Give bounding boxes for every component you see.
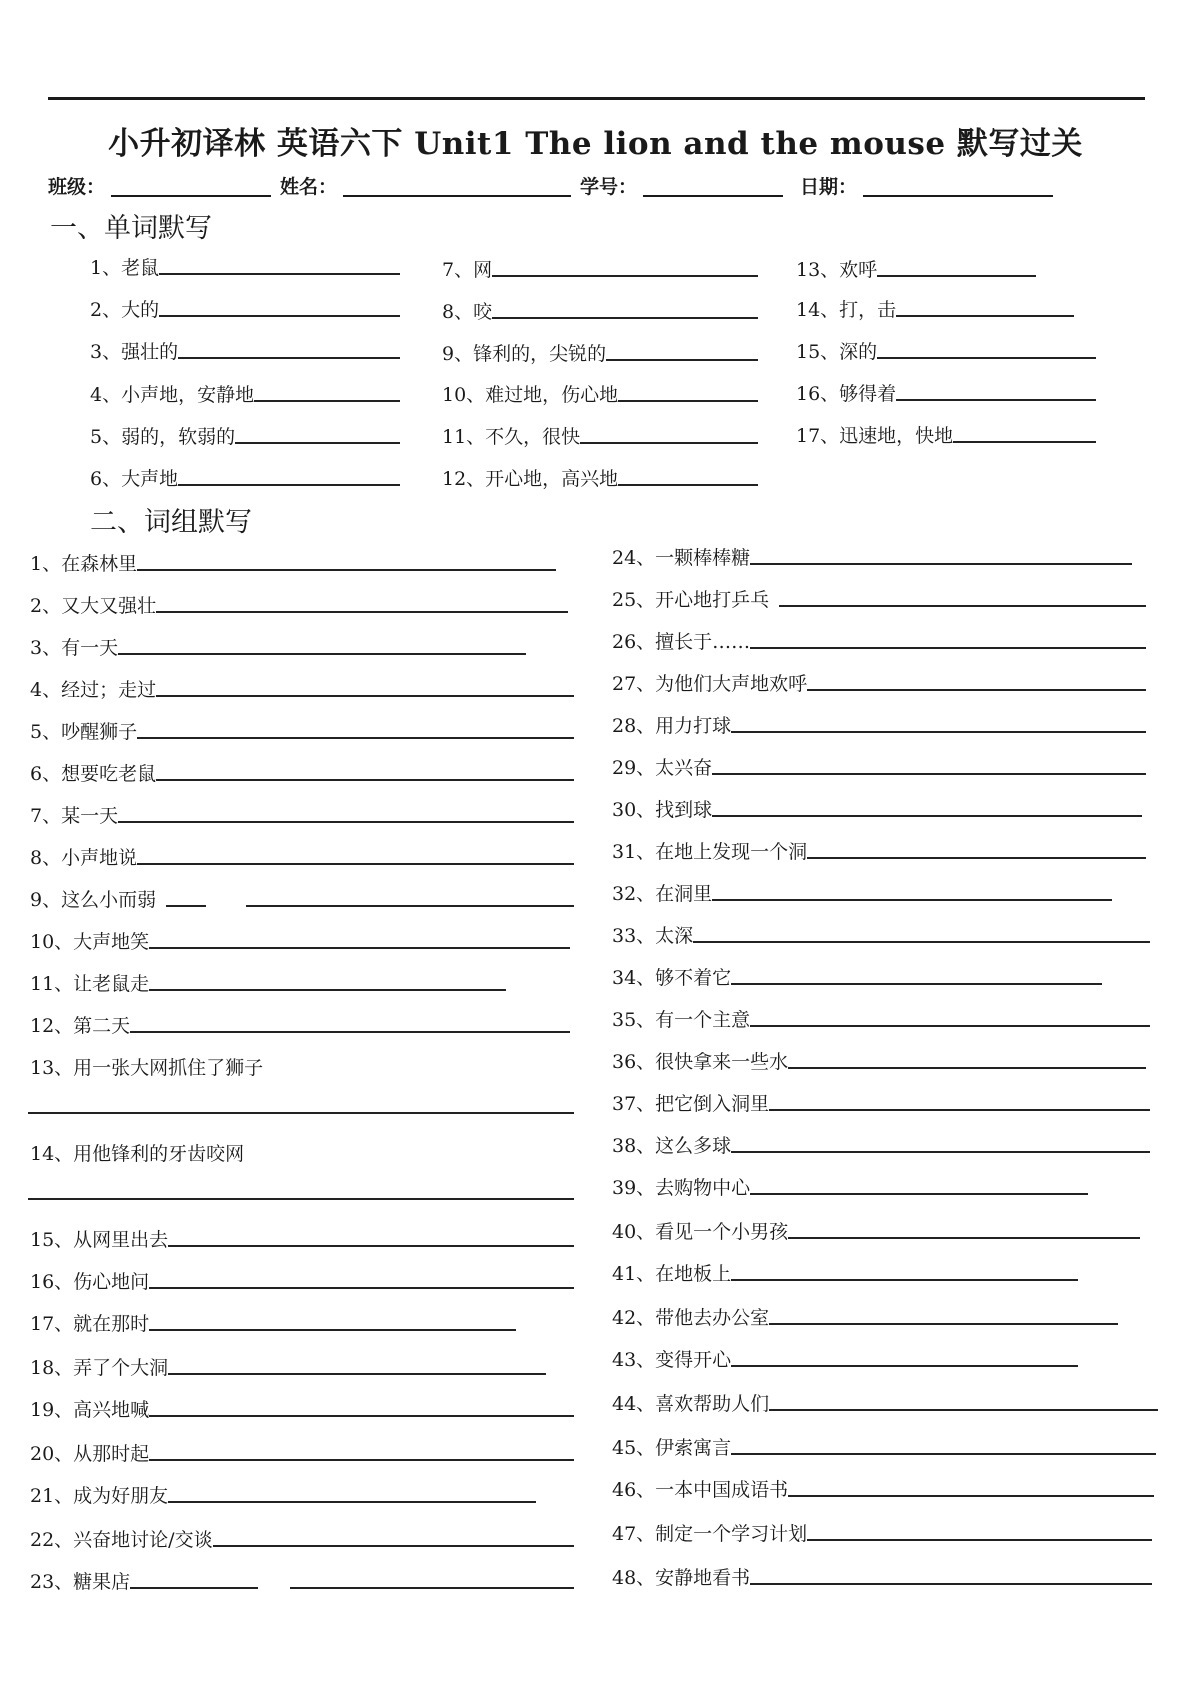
phrase-item[interactable]: 26、擅长于…… xyxy=(612,624,1146,654)
word-item[interactable]: 5、弱的，软弱的 xyxy=(90,419,400,449)
phrase-item[interactable]: 20、从那时起 xyxy=(30,1436,574,1466)
class-blank[interactable] xyxy=(111,195,271,197)
phrase-item[interactable]: 18、弄了个大洞 xyxy=(30,1350,546,1380)
word-item[interactable]: 11、不久，很快 xyxy=(442,419,758,449)
phrase-item[interactable]: 39、去购物中心 xyxy=(612,1170,1088,1200)
answer-blank[interactable] xyxy=(877,357,1096,359)
answer-blank[interactable] xyxy=(156,695,574,697)
answer-blank[interactable] xyxy=(149,1459,574,1461)
answer-blank[interactable] xyxy=(492,317,758,319)
phrase-item[interactable]: 38、这么多球 xyxy=(612,1128,1150,1158)
answer-blank[interactable] xyxy=(168,1501,536,1503)
answer-blank[interactable] xyxy=(149,1329,516,1331)
answer-blank[interactable] xyxy=(213,1545,574,1547)
phrase-item[interactable]: 31、在地上发现一个洞 xyxy=(612,834,1146,864)
phrase-item[interactable]: 19、高兴地喊 xyxy=(30,1392,574,1422)
word-item[interactable]: 7、网 xyxy=(442,252,758,282)
date-field[interactable] xyxy=(800,172,1053,199)
phrase-item[interactable]: 34、够不着它 xyxy=(612,960,1102,990)
phrase-item[interactable]: 21、成为好朋友 xyxy=(30,1478,536,1508)
answer-blank[interactable] xyxy=(788,1067,1146,1069)
answer-blank[interactable] xyxy=(178,484,400,486)
answer-blank[interactable] xyxy=(254,400,400,402)
student-id-blank[interactable] xyxy=(643,195,783,197)
answer-blank[interactable] xyxy=(159,315,400,317)
answer-blank[interactable] xyxy=(118,821,574,823)
answer-blank[interactable] xyxy=(618,400,758,402)
answer-blank[interactable] xyxy=(750,1025,1150,1027)
phrase-item[interactable]: 27、为他们大声地欢呼 xyxy=(612,666,1146,696)
answer-blank[interactable] xyxy=(178,357,400,359)
answer-blank[interactable] xyxy=(492,275,758,277)
top-rule xyxy=(48,97,1145,100)
phrase-item[interactable]: 7、某一天 xyxy=(30,798,574,828)
answer-blank[interactable] xyxy=(807,857,1146,859)
answer-blank[interactable] xyxy=(618,484,758,486)
phrase-item[interactable]: 22、兴奋地讨论/交谈 xyxy=(30,1522,574,1552)
class-label: 班级： xyxy=(48,176,106,198)
phrase-item[interactable]: 46、一本中国成语书 xyxy=(612,1472,1154,1502)
phrase-item[interactable]: 47、制定一个学习计划 xyxy=(612,1516,1152,1546)
answer-blank[interactable] xyxy=(712,773,1146,775)
answer-blank[interactable] xyxy=(807,1539,1152,1541)
phrase-item[interactable]: 9、这么小而弱 xyxy=(30,882,574,912)
word-item[interactable]: 14、打，击 xyxy=(796,292,1074,322)
answer-blank[interactable] xyxy=(580,442,758,444)
phrase-item[interactable]: 6、想要吃老鼠 xyxy=(30,756,574,786)
answer-blank[interactable] xyxy=(769,1409,1158,1411)
word-item[interactable]: 6、大声地 xyxy=(90,461,400,491)
phrase-item[interactable]: 44、喜欢帮助人们 xyxy=(612,1386,1158,1416)
phrase-item[interactable]: 25、开心地打乒乓 xyxy=(612,582,1146,612)
phrase-item: 14、用他锋利的牙齿咬网 xyxy=(30,1143,245,1165)
phrase-item[interactable]: 36、很快拿来一些水 xyxy=(612,1044,1146,1074)
phrase-item[interactable]: 23、糖果店 xyxy=(30,1564,574,1594)
phrase-item[interactable]: 16、伤心地问 xyxy=(30,1264,574,1294)
section-heading-phrases: 二、词组默写 xyxy=(90,507,252,538)
word-item[interactable]: 1、老鼠 xyxy=(90,250,400,280)
date-blank[interactable] xyxy=(863,195,1053,197)
name-field[interactable] xyxy=(280,172,571,199)
phrase-item[interactable]: 32、在洞里 xyxy=(612,876,1112,906)
answer-blank[interactable] xyxy=(28,1198,574,1200)
answer-blank[interactable] xyxy=(896,315,1074,317)
phrase-item[interactable]: 45、伊索寓言 xyxy=(612,1430,1156,1460)
answer-blank[interactable] xyxy=(750,1583,1152,1585)
phrase-item[interactable]: 29、太兴奋 xyxy=(612,750,1146,780)
answer-blank[interactable] xyxy=(731,1279,1078,1281)
word-item[interactable]: 13、欢呼 xyxy=(796,252,1036,282)
phrase-item[interactable]: 37、把它倒入洞里 xyxy=(612,1086,1150,1116)
word-item[interactable]: 8、咬 xyxy=(442,294,758,324)
answer-blank[interactable] xyxy=(166,905,206,907)
answer-blank[interactable] xyxy=(159,273,400,275)
answer-blank[interactable] xyxy=(953,441,1096,443)
word-item[interactable]: 2、大的 xyxy=(90,292,400,322)
answer-blank[interactable] xyxy=(788,1495,1154,1497)
phrase-item[interactable]: 41、在地板上 xyxy=(612,1256,1078,1286)
phrase-item[interactable]: 42、带他去办公室 xyxy=(612,1300,1118,1330)
answer-blank[interactable] xyxy=(118,653,526,655)
answer-blank[interactable] xyxy=(779,605,1146,607)
answer-blank[interactable] xyxy=(168,1245,574,1247)
phrase-item[interactable]: 1、在森林里 xyxy=(30,546,556,576)
phrase-item[interactable]: 17、就在那时 xyxy=(30,1306,516,1336)
phrase-item[interactable]: 24、一颗棒棒糖 xyxy=(612,540,1132,570)
answer-blank[interactable] xyxy=(788,1237,1140,1239)
phrase-item[interactable]: 8、小声地说 xyxy=(30,840,574,870)
phrase-item[interactable]: 43、变得开心 xyxy=(612,1342,1078,1372)
answer-blank[interactable] xyxy=(731,983,1102,985)
word-item[interactable]: 9、锋利的，尖锐的 xyxy=(442,336,758,366)
phrase-item[interactable]: 40、看见一个小男孩 xyxy=(612,1214,1140,1244)
answer-blank[interactable] xyxy=(137,737,574,739)
answer-blank[interactable] xyxy=(149,947,570,949)
answer-blank[interactable] xyxy=(769,1323,1118,1325)
answer-blank[interactable] xyxy=(750,563,1132,565)
answer-blank[interactable] xyxy=(149,1415,574,1417)
answer-blank[interactable] xyxy=(156,611,568,613)
answer-blank[interactable] xyxy=(168,1373,546,1375)
answer-blank[interactable] xyxy=(750,1193,1088,1195)
word-item[interactable]: 3、强壮的 xyxy=(90,334,400,364)
answer-blank[interactable] xyxy=(877,275,1036,277)
answer-blank[interactable] xyxy=(712,899,1112,901)
answer-blank[interactable] xyxy=(606,359,758,361)
section-heading-words: 一、单词默写 xyxy=(50,213,212,244)
phrase-item: 13、用一张大网抓住了狮子 xyxy=(30,1057,264,1079)
answer-blank[interactable] xyxy=(290,1587,574,1589)
phrase-item[interactable]: 33、太深 xyxy=(612,918,1150,948)
phrase-item[interactable]: 30、找到球 xyxy=(612,792,1142,822)
class-field[interactable] xyxy=(48,172,271,199)
answer-blank[interactable] xyxy=(712,815,1142,817)
answer-blank[interactable] xyxy=(149,989,506,991)
phrase-item[interactable]: 28、用力打球 xyxy=(612,708,1146,738)
answer-blank[interactable] xyxy=(28,1112,574,1114)
answer-blank[interactable] xyxy=(693,941,1150,943)
date-label: 日期： xyxy=(800,176,858,198)
phrase-item[interactable]: 4、经过；走过 xyxy=(30,672,574,702)
answer-blank[interactable] xyxy=(130,1587,258,1589)
phrase-item[interactable]: 11、让老鼠走 xyxy=(30,966,506,996)
phrase-item[interactable]: 48、安静地看书 xyxy=(612,1560,1152,1590)
answer-blank[interactable] xyxy=(731,1453,1156,1455)
phrase-item[interactable]: 10、大声地笑 xyxy=(30,924,570,954)
answer-blank[interactable] xyxy=(137,569,556,571)
student-id-label: 学号： xyxy=(580,176,638,198)
phrase-item[interactable]: 12、第二天 xyxy=(30,1008,570,1038)
word-item[interactable]: 17、迅速地，快地 xyxy=(796,418,1096,448)
word-item[interactable]: 12、开心地，高兴地 xyxy=(442,461,758,491)
word-item[interactable]: 10、难过地，伤心地 xyxy=(442,377,758,407)
answer-blank[interactable] xyxy=(769,1109,1150,1111)
answer-blank[interactable] xyxy=(896,399,1096,401)
word-item[interactable]: 16、够得着 xyxy=(796,376,1096,406)
answer-blank[interactable] xyxy=(246,905,574,907)
name-blank[interactable] xyxy=(343,195,571,197)
answer-blank[interactable] xyxy=(731,1151,1150,1153)
phrase-item[interactable]: 5、吵醒狮子 xyxy=(30,714,574,744)
answer-blank[interactable] xyxy=(731,731,1146,733)
answer-blank[interactable] xyxy=(235,442,400,444)
answer-blank[interactable] xyxy=(807,689,1146,691)
phrase-item[interactable]: 2、又大又强壮 xyxy=(30,588,568,618)
answer-blank[interactable] xyxy=(130,1031,570,1033)
student-id-field[interactable] xyxy=(580,172,783,199)
student-info-row xyxy=(0,172,1191,200)
word-item[interactable]: 4、小声地，安静地 xyxy=(90,377,400,407)
answer-blank[interactable] xyxy=(149,1287,574,1289)
phrase-item[interactable]: 15、从网里出去 xyxy=(30,1222,574,1252)
word-item[interactable]: 15、深的 xyxy=(796,334,1096,364)
phrase-item[interactable]: 3、有一天 xyxy=(30,630,526,660)
worksheet-title: 小升初译林 英语六下 Unit1 The lion and the mouse 默写过关 xyxy=(108,126,1083,162)
name-label: 姓名： xyxy=(280,176,338,198)
answer-blank[interactable] xyxy=(750,647,1146,649)
answer-blank[interactable] xyxy=(731,1365,1078,1367)
phrase-item[interactable]: 35、有一个主意 xyxy=(612,1002,1150,1032)
answer-blank[interactable] xyxy=(156,779,574,781)
answer-blank[interactable] xyxy=(137,863,574,865)
